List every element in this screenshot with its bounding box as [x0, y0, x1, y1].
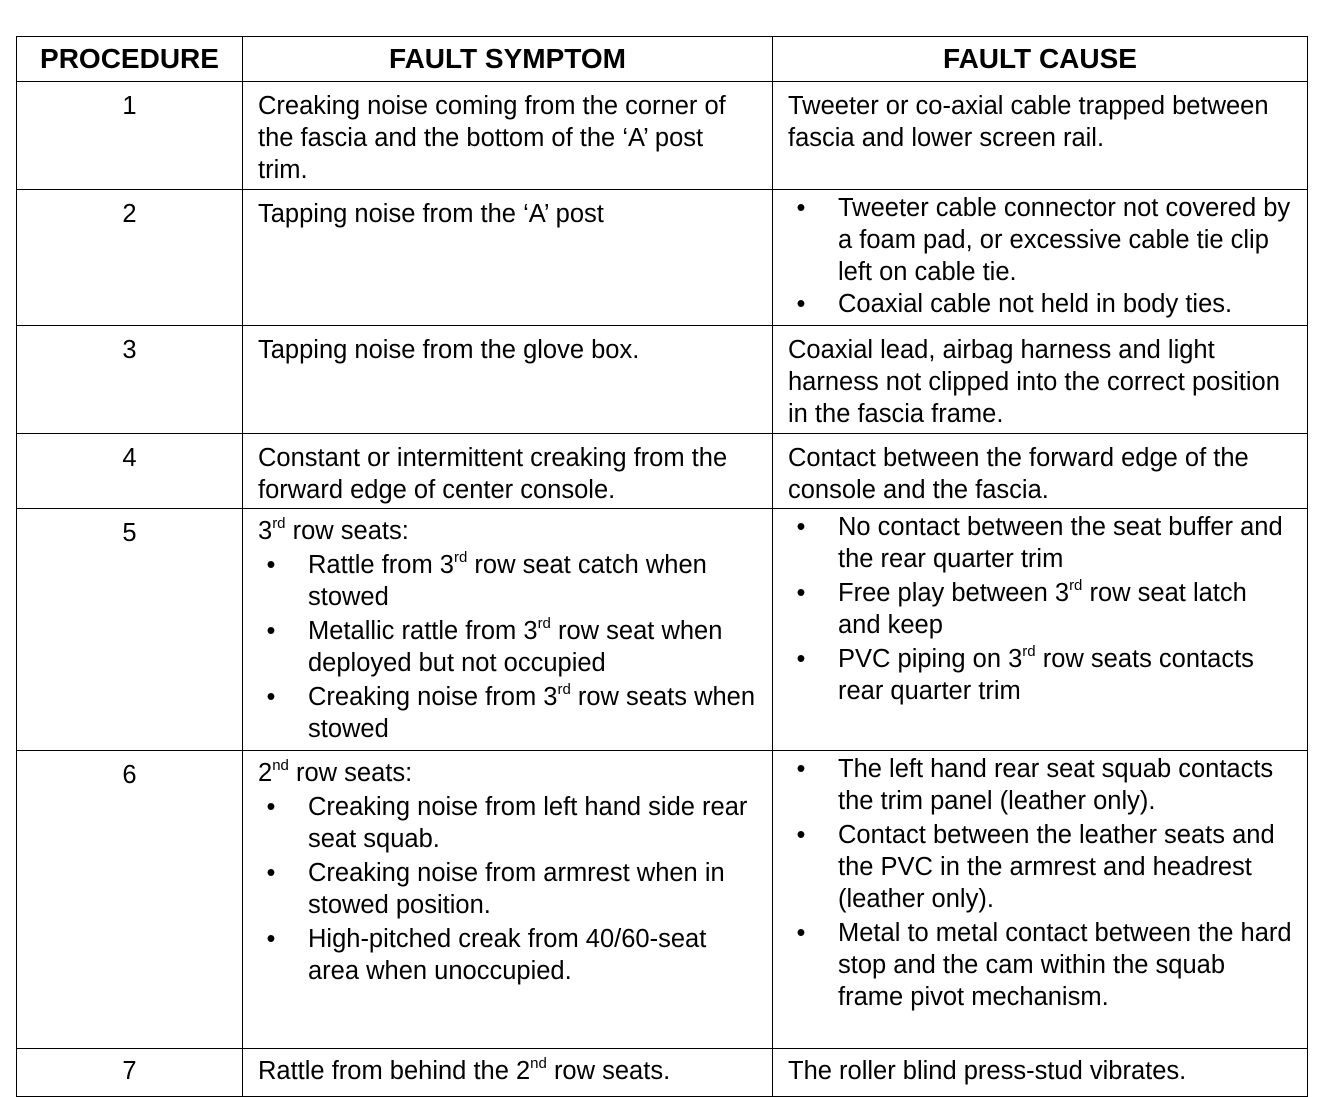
fault-cause — [773, 751, 1308, 1049]
list-item — [788, 192, 1293, 288]
bullet-icon: • — [266, 683, 276, 711]
bullet-icon: • — [796, 645, 806, 673]
bullet-icon: • — [796, 579, 806, 607]
header-fault-symptom: FAULT SYMPTOM — [243, 37, 773, 82]
procedure-number: 7 — [17, 1049, 243, 1097]
fault-symptom — [243, 509, 773, 751]
fault-cause: The roller blind press-stud vibrates. — [773, 1049, 1308, 1097]
header-fault-cause: FAULT CAUSE — [773, 37, 1308, 82]
list-item: • No contact between the seat buffer and the rear quarter trim — [788, 511, 1293, 575]
table-row — [17, 326, 1308, 434]
bullet-icon: • — [266, 859, 276, 887]
fault-cause: Tweeter or co-axial cable trapped between fascia and lower screen rail. — [773, 82, 1308, 190]
procedure-number: 2 — [17, 190, 243, 326]
fault-cause: Contact between the forward edge of the console and the fascia. — [773, 434, 1308, 509]
symptom-title: 2nd row seats: — [258, 756, 413, 787]
list-item-text: Tweeter cable connector not covered by a foam pad, or excessive cable tie clip left on cable tie. — [838, 194, 1291, 286]
list-item: • Metallic rattle from 3rd row seat when deployed but not occupied — [258, 615, 758, 679]
fault-symptom: Constant or intermittent creaking from the forward edge of center console. — [243, 434, 773, 509]
list-item: • Creaking noise from left hand side rear seat squab. — [258, 791, 758, 855]
table-row — [17, 751, 1308, 1049]
bullet-icon: • — [266, 793, 276, 821]
bullet-icon: • — [796, 194, 806, 222]
bullet-icon: • — [796, 919, 806, 947]
bullet-icon: • — [796, 513, 806, 541]
fault-symptom: Rattle from behind the 2nd row seats. — [243, 1049, 773, 1097]
procedure-number: 3 — [17, 326, 243, 434]
fault-symptom: Tapping noise from the ‘A’ post — [243, 190, 773, 326]
bullet-icon: • — [796, 290, 806, 318]
fault-cause: Coaxial lead, airbag harness and light harness not clipped into the correct position in the fascia frame. — [773, 326, 1308, 434]
bullet-icon: • — [796, 755, 806, 783]
list-item: • High-pitched creak from 40/60-seat area when unoccupied. — [258, 923, 758, 987]
fault-symptom — [243, 751, 773, 1049]
list-item: • Rattle from 3rd row seat catch when stowed — [258, 549, 758, 613]
table-row — [17, 190, 1308, 326]
list-item: • PVC piping on 3rd row seats contacts rear quarter trim — [788, 643, 1293, 707]
table-row — [17, 509, 1308, 751]
table-row — [17, 1049, 1308, 1097]
bullet-icon: • — [796, 821, 806, 849]
list-item: • Free play between 3rd row seat latch and keep — [788, 577, 1293, 641]
bullet-icon: • — [266, 617, 276, 645]
table-row — [17, 82, 1308, 190]
procedure-number: 5 — [17, 509, 243, 751]
table-row — [17, 434, 1308, 509]
list-item: • Metal to metal contact between the hard stop and the cam within the squab frame pivot mechanism. — [788, 917, 1293, 1013]
list-item: • Creaking noise from armrest when in stowed position. — [258, 857, 758, 921]
bullet-icon: • — [266, 551, 276, 579]
fault-table — [16, 36, 1308, 1097]
list-item: • Contact between the leather seats and the PVC in the armrest and headrest (leather only). — [788, 819, 1293, 915]
fault-cause — [773, 190, 1308, 326]
bullet-icon: • — [266, 925, 276, 953]
header-procedure: PROCEDURE — [17, 37, 243, 82]
fault-cause — [773, 509, 1308, 751]
fault-symptom: Tapping noise from the glove box. — [243, 326, 773, 434]
procedure-number: 4 — [17, 434, 243, 509]
procedure-number: 1 — [17, 82, 243, 190]
header-row — [17, 37, 1308, 82]
list-item-text: Coaxial cable not held in body ties. — [838, 290, 1233, 318]
list-item — [788, 288, 1293, 320]
fault-symptom: Creaking noise coming from the corner of the fascia and the bottom of the ‘A’ post trim. — [243, 82, 773, 190]
list-item: • The left hand rear seat squab contacts the trim panel (leather only). — [788, 753, 1293, 817]
procedure-number: 6 — [17, 751, 243, 1049]
list-item: • Creaking noise from 3rd row seats when stowed — [258, 681, 758, 745]
symptom-title: 3rd row seats: — [258, 514, 409, 545]
